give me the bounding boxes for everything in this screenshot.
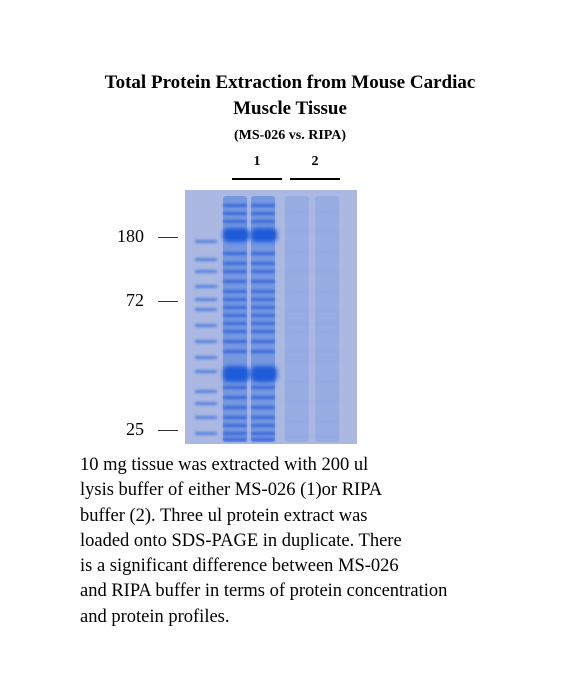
faint-band xyxy=(285,322,309,325)
faint-band xyxy=(285,420,309,423)
ladder-band xyxy=(195,416,217,419)
sample-band xyxy=(223,220,247,223)
faint-band xyxy=(315,420,339,423)
sample-band xyxy=(223,298,247,301)
faint-band xyxy=(315,350,339,353)
sample-band xyxy=(223,350,247,353)
description-line-7: and protein profiles. xyxy=(80,606,230,627)
heavy-band-180 xyxy=(223,228,249,242)
ladder-band xyxy=(195,308,217,311)
marker-72-tick xyxy=(158,301,178,302)
faint-band xyxy=(285,210,309,213)
ladder-band xyxy=(195,390,217,393)
sample-band xyxy=(251,432,275,435)
marker-25 xyxy=(100,419,182,440)
faint-band xyxy=(285,250,309,253)
lane-smear xyxy=(285,196,309,442)
lane-underline-2 xyxy=(290,178,340,180)
sample-band xyxy=(251,306,275,309)
heavy-band-low xyxy=(223,366,249,382)
faint-band xyxy=(285,310,309,313)
faint-band xyxy=(315,230,339,233)
ladder-band xyxy=(195,324,217,327)
ladder-band xyxy=(195,432,217,435)
ladder-band xyxy=(195,298,217,301)
ladder-band xyxy=(195,285,217,288)
title-line-1: Total Protein Extraction from Mouse Cardiac xyxy=(104,72,476,93)
faint-band xyxy=(285,330,309,333)
sample-band xyxy=(223,340,247,343)
sample-band xyxy=(251,416,275,419)
figure-subtitle: (MS-026 vs. RIPA) xyxy=(233,128,347,143)
sample-band xyxy=(251,298,275,301)
sample-band xyxy=(223,212,247,215)
marker-25-tick xyxy=(158,430,178,431)
figure-title xyxy=(60,70,520,122)
faint-band xyxy=(285,230,309,233)
ladder-band xyxy=(195,340,217,343)
faint-band xyxy=(285,270,309,273)
faint-band xyxy=(285,400,309,403)
marker-72 xyxy=(100,290,182,311)
sample-band xyxy=(251,262,275,265)
sample-band xyxy=(251,290,275,293)
sample-band xyxy=(251,424,275,427)
sample-band xyxy=(223,204,247,207)
ladder-band xyxy=(195,270,217,273)
sample-band xyxy=(223,322,247,325)
description-line-2: lysis buffer of either MS-026 (1)or RIPA xyxy=(80,480,383,501)
faint-band xyxy=(285,290,309,293)
marker-180-tick xyxy=(158,237,178,238)
sample-band xyxy=(251,386,275,389)
ladder-band xyxy=(195,240,217,243)
description-line-1: 10 mg tissue was extracted with 200 ul xyxy=(80,455,369,475)
sample-band xyxy=(223,386,247,389)
sample-band xyxy=(223,330,247,333)
lane-underline-1 xyxy=(232,178,282,180)
figure-description xyxy=(80,453,520,630)
description-line-5: is a significant difference between MS-026 xyxy=(80,556,399,577)
description-line-3: buffer (2). Three ul protein extract was xyxy=(80,505,368,526)
sample-band xyxy=(251,340,275,343)
faint-band xyxy=(315,270,339,273)
faint-band xyxy=(315,360,339,363)
sample-band xyxy=(223,396,247,399)
ladder-band xyxy=(195,402,217,405)
lane-label-2: 2 xyxy=(311,154,319,169)
sample-band xyxy=(251,280,275,283)
sample-band xyxy=(251,350,275,353)
sample-band xyxy=(223,432,247,435)
sample-band xyxy=(223,270,247,273)
sample-band xyxy=(251,438,275,441)
sample-band xyxy=(251,270,275,273)
sds-page-gel-image xyxy=(185,190,357,444)
faint-band xyxy=(315,435,339,438)
ladder-band xyxy=(195,258,217,261)
description-line-6: and RIPA buffer in terms of protein concentration xyxy=(80,581,448,602)
sample-band xyxy=(223,314,247,317)
faint-band xyxy=(285,360,309,363)
sample-band xyxy=(223,438,247,441)
sample-band xyxy=(251,314,275,317)
sample-band xyxy=(251,204,275,207)
sample-band xyxy=(223,280,247,283)
marker-180 xyxy=(100,226,182,247)
faint-band xyxy=(285,380,309,383)
faint-band xyxy=(315,290,339,293)
sample-band xyxy=(223,416,247,419)
sample-band xyxy=(223,406,247,409)
marker-25-label: 25 xyxy=(126,419,144,439)
ladder-band xyxy=(195,356,217,359)
faint-band xyxy=(285,435,309,438)
description-line-4: loaded onto SDS-PAGE in duplicate. There xyxy=(80,530,402,551)
marker-72-label: 72 xyxy=(126,290,144,310)
faint-band xyxy=(315,330,339,333)
sample-band xyxy=(251,406,275,409)
sample-band xyxy=(223,262,247,265)
sample-band xyxy=(223,252,247,255)
sample-band xyxy=(251,396,275,399)
lane-smear xyxy=(315,196,339,442)
sample-band xyxy=(223,424,247,427)
sample-band xyxy=(251,212,275,215)
sample-band xyxy=(251,220,275,223)
faint-band xyxy=(285,350,309,353)
sample-band xyxy=(223,290,247,293)
faint-band xyxy=(315,210,339,213)
sample-band xyxy=(223,306,247,309)
faint-band xyxy=(315,310,339,313)
title-line-2: Muscle Tissue xyxy=(233,98,347,119)
ladder-band xyxy=(195,370,217,373)
faint-band xyxy=(315,380,339,383)
faint-band xyxy=(315,400,339,403)
sample-band xyxy=(251,252,275,255)
sample-band xyxy=(251,322,275,325)
faint-band xyxy=(315,250,339,253)
heavy-band-low xyxy=(251,366,277,382)
heavy-band-180 xyxy=(251,228,277,242)
faint-band xyxy=(315,322,339,325)
sample-band xyxy=(251,330,275,333)
marker-180-label: 180 xyxy=(117,226,144,246)
lane-label-1: 1 xyxy=(253,154,261,169)
